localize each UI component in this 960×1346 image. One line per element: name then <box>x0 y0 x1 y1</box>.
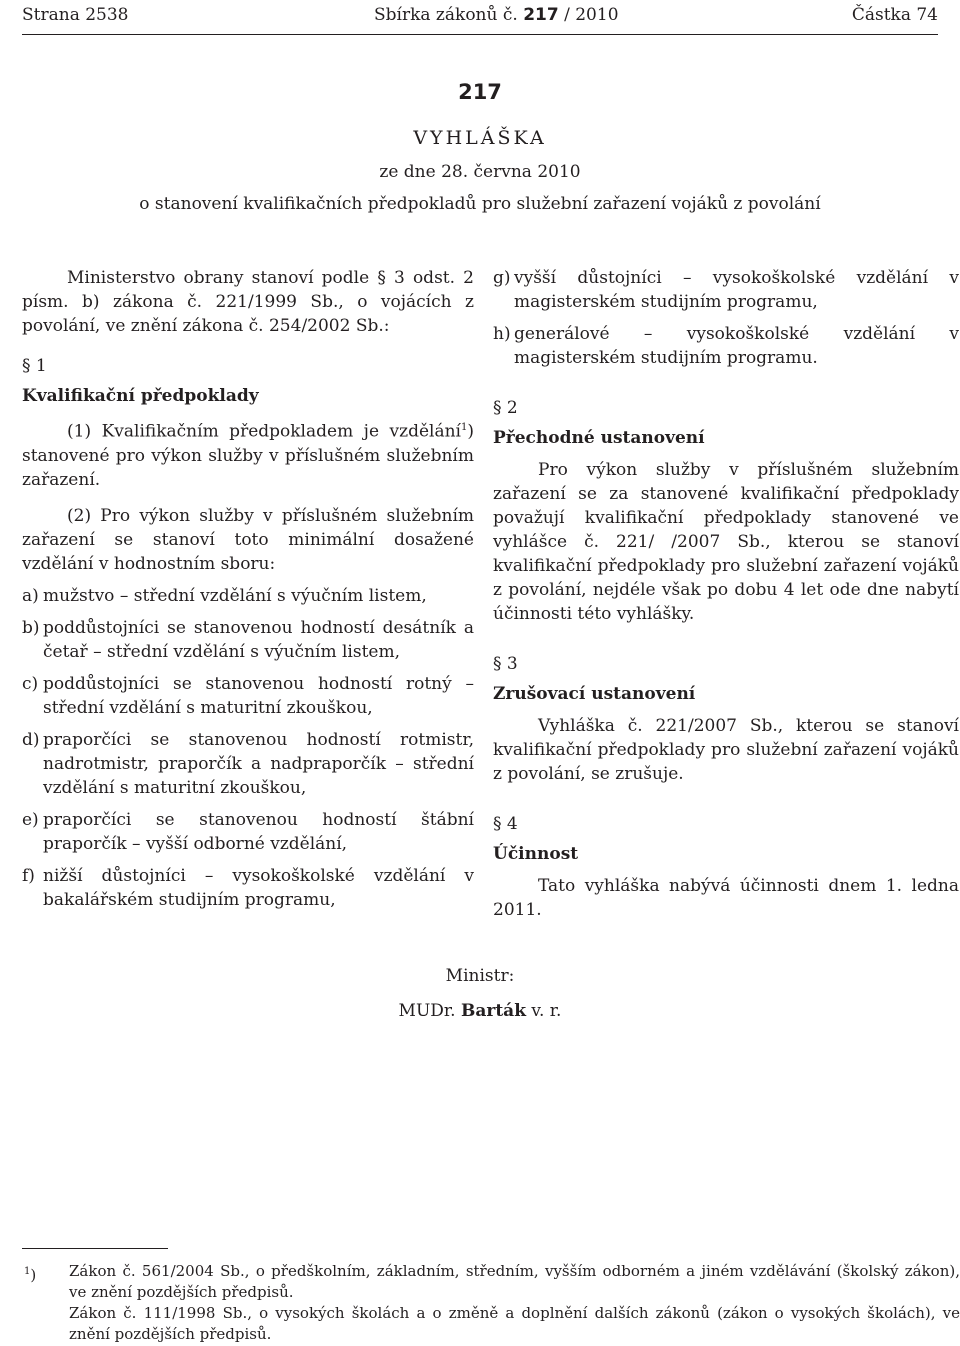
collection-reference <box>374 5 619 25</box>
part-number: Částka 74 <box>851 5 938 25</box>
signatory-suffix: v. r. <box>531 1001 562 1021</box>
document-date: ze dne 28. června 2010 <box>379 162 581 182</box>
signatory-title: MUDr. <box>398 1001 456 1021</box>
list-item-label: c) <box>22 673 39 694</box>
section-2-sign: § 2 <box>493 398 518 418</box>
section-2-text: Pro výkon služby v příslušném služebním zařazení se za stanovené kvalifikační předpoklady považují kvalifikační předpoklady stanovené ve vyhlášce č. 221/ /2007 Sb., kterou se stanoví kvalifikační předpoklady pro služební zařazení vojáků z povolání, nejdéle však po dobu 4 let ode dne nabytí účinnosti této vyhlášky. <box>493 460 959 624</box>
section-1-paragraph-2: (2) Pro výkon služby v příslušném služebním zařazení se stanoví toto minimální dosažené vzdělání v hodnostním sboru: <box>22 505 474 574</box>
page-number: Strana 2538 <box>22 5 129 25</box>
section-1-heading: Kvalifikační předpoklady <box>22 386 259 406</box>
collection-number: 217 <box>523 5 559 25</box>
footnote-number: 1 <box>24 1266 31 1277</box>
list-item-label: f) <box>22 865 35 886</box>
footnote-line: Zákon č. 111/1998 Sb., o vysokých školách a o změně a doplnění dalších zákonů (zákon o vysokých školách), ve znění pozdějších předpisů. <box>69 1304 960 1343</box>
document-kind: VYHLÁŠKA <box>413 127 547 149</box>
list-item <box>493 322 959 370</box>
footnote-body <box>69 1261 960 1345</box>
document-title: o stanovení kvalifikačních předpokladů pro služební zařazení vojáků z povolání <box>139 194 821 214</box>
section-1-sign: § 1 <box>22 356 47 376</box>
list-item-label: g) <box>493 268 511 288</box>
section-2-heading: Přechodné ustanovení <box>493 428 705 448</box>
paragraph-1-text-continued: ) stanovené pro výkon služby v příslušném služebním zařazení. <box>22 421 474 490</box>
signatory-name: Barták <box>460 1001 526 1021</box>
signature-label: Ministr: <box>445 966 515 986</box>
footnote-line: Zákon č. 561/2004 Sb., o předškolním, základním, středním, vyšším odborném a jiném vzdělávání (školský zákon), ve znění pozdějších předpisů. <box>69 1262 960 1301</box>
section-4-sign: § 4 <box>493 814 518 834</box>
right-column <box>493 266 959 922</box>
preamble: Ministerstvo obrany stanoví podle § 3 odst. 2 písm. b) zákona č. 221/1999 Sb., o vojácích z povolání, ve znění zákona č. 254/2002 Sb.: <box>22 268 474 336</box>
footnote <box>22 1261 960 1345</box>
list-item-label: b) <box>22 617 40 638</box>
list-item <box>22 672 474 720</box>
footnote-mark: $^1$) <box>24 1266 37 1284</box>
section-3-sign: § 3 <box>493 654 518 674</box>
section-3-text: Vyhláška č. 221/2007 Sb., kterou se stanoví kvalifikační předpoklady pro služební zařazení vojáků z povolání, se zrušuje. <box>493 716 959 784</box>
education-list <box>22 584 474 912</box>
list-item-text: praporčíci se stanovenou hodností štábní praporčík – vyšší odborné vzdělání, <box>43 809 474 854</box>
footnote-reference: 1 <box>460 422 468 433</box>
document-number: 217 <box>458 80 502 104</box>
list-item-label: a) <box>22 585 39 606</box>
list-item-text: generálové – vysokoškolské vzdělání v magisterském studijním programu. <box>514 324 959 368</box>
list-item <box>22 584 474 608</box>
list-item <box>22 808 474 856</box>
paragraph-1-text: (1) Kvalifikačním předpokladem je vzdělání <box>67 421 461 442</box>
list-item-text: nižší důstojníci – vysokoškolské vzdělání v bakalářském studijním programu, <box>43 865 474 910</box>
list-item-label: h) <box>493 324 511 344</box>
list-item <box>493 266 959 314</box>
list-item-text: vyšší důstojníci – vysokoškolské vzdělání v magisterském studijním programu, <box>514 268 959 312</box>
list-item-label: d) <box>22 729 40 750</box>
collection-year: / 2010 <box>564 5 619 25</box>
list-item <box>22 728 474 800</box>
section-1-paragraph-1 <box>22 416 474 492</box>
list-item-text: mužstvo – střední vzdělání s výučním listem, <box>43 585 427 606</box>
list-item-text: poddůstojníci se stanovenou hodností rotný – střední vzdělání s maturitní zkouškou, <box>43 673 474 718</box>
running-header <box>22 0 938 35</box>
collection-label: Sbírka zákonů č. <box>374 5 518 25</box>
section-4-text: Tato vyhláška nabývá účinnosti dnem 1. ledna 2011. <box>493 876 959 920</box>
list-item <box>22 616 474 664</box>
signature-name <box>0 1001 960 1021</box>
list-item-text: praporčíci se stanovenou hodností rotmistr, nadrotmistr, praporčík a nadpraporčík – střední vzdělání s maturitní zkouškou, <box>43 729 474 798</box>
list-item-label: e) <box>22 809 39 830</box>
left-column <box>22 266 474 912</box>
list-item <box>22 864 474 912</box>
education-list-continued <box>493 266 959 370</box>
section-4-heading: Účinnost <box>493 844 579 864</box>
list-item-text: poddůstojníci se stanovenou hodností desátník a četař – střední vzdělání s výučním listem, <box>43 617 474 662</box>
section-3-heading: Zrušovací ustanovení <box>493 684 696 704</box>
footnote-divider <box>22 1248 168 1249</box>
